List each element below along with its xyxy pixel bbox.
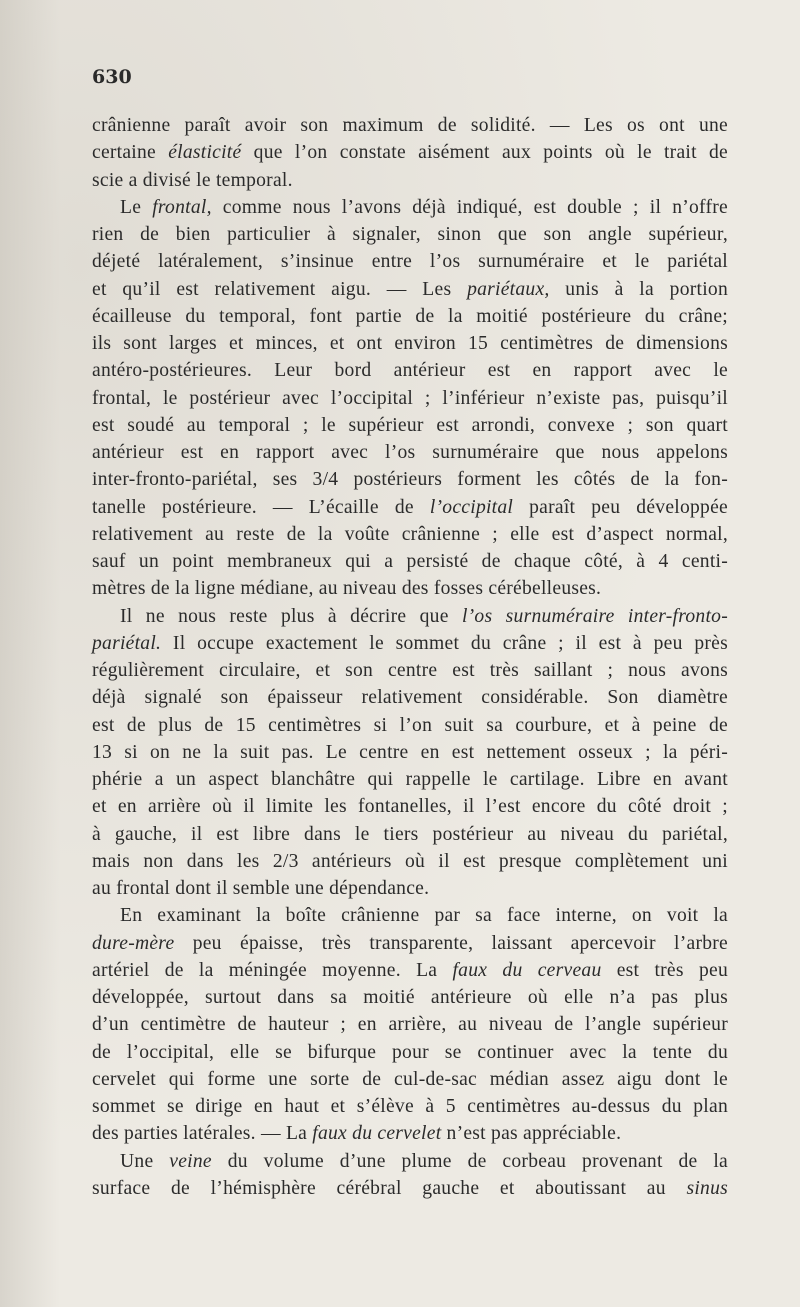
italic-term: faux du cerveau <box>452 959 602 981</box>
italic-term: élasticité <box>168 142 242 164</box>
text-segment: sommet se dirige en haut et s’élève à 5 centimètres au-dessus du plan <box>92 1096 728 1117</box>
italic-term: dure-mère <box>92 932 175 954</box>
text-line <box>92 357 728 384</box>
text-line <box>92 575 728 602</box>
text-line <box>92 112 728 139</box>
text-segment: Le <box>120 196 153 218</box>
text-segment: mais non dans les 2/3 antérieurs où il est presque complètement uni <box>92 850 728 872</box>
text-line <box>92 221 728 248</box>
text-segment: relativement au reste de la voûte crânienne ; elle est d’aspect normal, <box>92 523 728 545</box>
text-segment: des parties latérales. — La <box>92 1123 313 1145</box>
page-number: 630 <box>92 66 132 88</box>
text-line <box>92 1175 728 1202</box>
text-segment: scie a divisé le temporal. <box>92 169 293 191</box>
text-segment: déjà signalé son épaisseur relativement considérable. Son diamètre <box>92 687 728 709</box>
text-line <box>92 684 728 711</box>
text-line <box>92 167 728 194</box>
text-segment: crânienne paraît avoir son maximum de solidité. — Les os ont une <box>92 115 728 136</box>
text-line <box>92 1148 728 1175</box>
text-segment: tanelle postérieure. — L’écaille de <box>92 496 430 518</box>
text-line <box>92 1066 728 1093</box>
text-segment: surface de l’hémisphère cérébral gauche et aboutissant au <box>92 1177 687 1199</box>
text-segment: phérie a un aspect blanchâtre qui rappelle le cartilage. Libre en avant <box>92 769 728 790</box>
text-segment: est de plus de 15 centimètres si l’on suit sa courbure, et à peine de <box>92 714 728 736</box>
text-line <box>92 248 728 275</box>
text-line <box>92 1093 728 1120</box>
text-segment: que l’on constate aisément aux points où le trait de <box>241 142 728 164</box>
text-line <box>92 712 728 739</box>
text-segment: ils sont larges et minces, et ont environ 15 centimètres de dimensions <box>92 333 728 354</box>
text-line <box>92 821 728 848</box>
text-line <box>92 276 728 303</box>
text-segment: paraît peu développée <box>513 496 728 518</box>
text-segment: antéro-postérieures. Leur bord antérieur est en rapport avec le <box>92 360 728 382</box>
text-line <box>92 412 728 439</box>
text-segment: rien de bien particulier à signaler, sinon que son angle supérieur, <box>92 224 728 245</box>
text-segment: En examinant la boîte crânienne par sa face interne, on voit la <box>120 905 728 927</box>
text-segment: est très peu <box>601 959 729 981</box>
text-segment: certaine <box>92 142 169 164</box>
italic-term: veine <box>169 1150 212 1172</box>
text-line <box>92 930 728 957</box>
text-line <box>92 139 728 166</box>
italic-term: frontal, <box>152 196 212 218</box>
text-line <box>92 521 728 548</box>
text-segment: peu épaisse, très transparente, laissant apercevoir l’arbre <box>174 932 728 954</box>
text-segment: régulièrement circulaire, et son centre est très saillant ; nous avons <box>92 660 728 681</box>
text-line <box>92 630 728 657</box>
text-segment: au frontal dont il semble une dépendance. <box>92 878 430 899</box>
text-segment: à gauche, il est libre dans le tiers postérieur au niveau du pariétal, <box>92 823 728 845</box>
text-segment: développée, surtout dans sa moitié antérieure où elle n’a pas plus <box>92 987 728 1008</box>
body-text <box>92 112 728 1202</box>
text-line <box>92 793 728 820</box>
text-segment: de l’occipital, elle se bifurque pour se continuer avec la tente du <box>92 1041 728 1063</box>
text-line <box>92 739 728 766</box>
text-line <box>92 1039 728 1066</box>
italic-term: pariétaux, <box>467 278 550 300</box>
italic-term: pariétal. <box>92 632 162 654</box>
text-line <box>92 875 728 902</box>
italic-term: l’os surnuméraire inter-fronto- <box>461 605 728 627</box>
text-segment: frontal, le postérieur avec l’occipital ; l’inférieur n’existe pas, puisqu’il <box>92 387 728 409</box>
text-segment: n’est pas appréciable. <box>441 1123 622 1145</box>
text-segment: Il occupe exactement le sommet du crâne ; il est à peu près <box>161 632 728 654</box>
text-segment: cervelet qui forme une sorte de cul-de-sac médian assez aigu dont le <box>92 1068 728 1090</box>
text-line <box>92 194 728 221</box>
text-line <box>92 766 728 793</box>
text-segment: unis à la portion <box>549 278 728 300</box>
text-segment: artériel de la méningée moyenne. La <box>92 959 453 981</box>
text-line <box>92 439 728 466</box>
text-segment: Il ne nous reste plus à décrire que <box>120 605 462 627</box>
text-segment: sauf un point membraneux qui a persisté de chaque côté, à 4 centi- <box>92 551 728 572</box>
italic-term: faux du cervelet <box>312 1123 442 1145</box>
text-segment: et en arrière où il limite les fontanelles, il l’est encore du côté droit ; <box>92 796 728 818</box>
text-segment: est soudé au temporal ; le supérieur est arrondi, convexe ; son quart <box>92 414 728 436</box>
text-segment: comme nous l’avons déjà indiqué, est double ; il n’offre <box>211 196 728 218</box>
text-segment: mètres de la ligne médiane, au niveau des fosses cérébelleuses. <box>92 578 602 600</box>
text-line <box>92 1011 728 1038</box>
text-line <box>92 957 728 984</box>
text-segment: écailleuse du temporal, font partie de la moitié postérieure du crâne; <box>92 305 728 327</box>
text-segment: inter-fronto-pariétal, ses 3/4 postérieurs forment les côtés de la fon- <box>92 469 728 491</box>
text-line <box>92 466 728 493</box>
text-line <box>92 1120 728 1147</box>
text-line <box>92 984 728 1011</box>
text-segment: du volume d’une plume de corbeau provenant de la <box>211 1150 728 1172</box>
text-line <box>92 330 728 357</box>
text-line <box>92 902 728 929</box>
text-line <box>92 303 728 330</box>
text-line <box>92 848 728 875</box>
text-line <box>92 385 728 412</box>
text-line <box>92 548 728 575</box>
text-segment: et qu’il est relativement aigu. — Les <box>92 278 468 300</box>
text-line <box>92 657 728 684</box>
text-segment: Une <box>120 1150 170 1172</box>
text-line <box>92 494 728 521</box>
text-segment: déjeté latéralement, s’insinue entre l’os surnuméraire et le pariétal <box>92 251 728 273</box>
italic-term: l’occipital <box>429 496 514 518</box>
italic-term: sinus <box>686 1177 728 1199</box>
text-segment: antérieur est en rapport avec l’os surnuméraire que nous appelons <box>92 442 728 463</box>
text-segment: d’un centimètre de hauteur ; en arrière, au niveau de l’angle supérieur <box>92 1014 728 1036</box>
text-segment: 13 si on ne la suit pas. Le centre en est nettement osseux ; la péri- <box>92 741 728 763</box>
text-line <box>92 603 728 630</box>
